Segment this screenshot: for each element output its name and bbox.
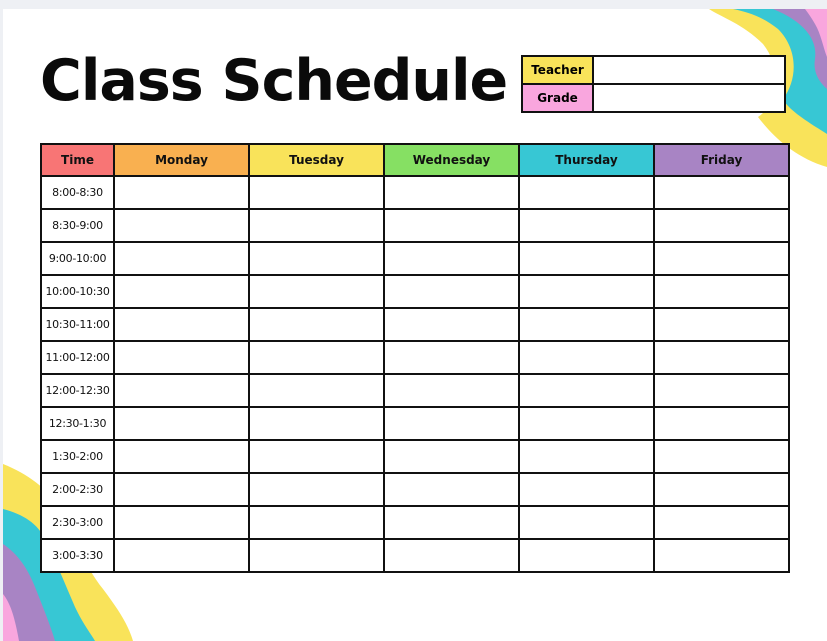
time-cell: 1:30-2:00 — [41, 440, 114, 473]
friday-cell[interactable] — [654, 539, 789, 572]
friday-cell[interactable] — [654, 506, 789, 539]
thursday-cell[interactable] — [519, 407, 654, 440]
wednesday-cell[interactable] — [384, 440, 519, 473]
grade-field[interactable] — [593, 84, 785, 112]
table-row — [41, 506, 789, 539]
thursday-cell[interactable] — [519, 473, 654, 506]
friday-cell[interactable] — [654, 176, 789, 209]
monday-cell[interactable] — [114, 374, 249, 407]
thursday-cell[interactable] — [519, 539, 654, 572]
thursday-cell[interactable] — [519, 374, 654, 407]
table-row — [41, 407, 789, 440]
wednesday-cell[interactable] — [384, 407, 519, 440]
monday-cell[interactable] — [114, 308, 249, 341]
table-row — [41, 539, 789, 572]
thursday-cell[interactable] — [519, 176, 654, 209]
wednesday-cell[interactable] — [384, 275, 519, 308]
thursday-cell[interactable] — [519, 242, 654, 275]
monday-cell[interactable] — [114, 506, 249, 539]
table-row — [41, 176, 789, 209]
monday-cell[interactable] — [114, 440, 249, 473]
time-cell: 8:00-8:30 — [41, 176, 114, 209]
tuesday-cell[interactable] — [249, 506, 384, 539]
time-cell: 12:00-12:30 — [41, 374, 114, 407]
monday-cell[interactable] — [114, 176, 249, 209]
friday-cell[interactable] — [654, 341, 789, 374]
thursday-cell[interactable] — [519, 440, 654, 473]
grade-row — [522, 84, 785, 112]
tuesday-cell[interactable] — [249, 209, 384, 242]
table-row — [41, 374, 789, 407]
tuesday-cell[interactable] — [249, 407, 384, 440]
tuesday-cell[interactable] — [249, 275, 384, 308]
time-cell: 12:30-1:30 — [41, 407, 114, 440]
tuesday-cell[interactable] — [249, 308, 384, 341]
friday-cell[interactable] — [654, 374, 789, 407]
info-table — [521, 55, 786, 113]
monday-cell[interactable] — [114, 341, 249, 374]
wednesday-cell[interactable] — [384, 242, 519, 275]
tuesday-cell[interactable] — [249, 539, 384, 572]
grade-label: Grade — [522, 84, 593, 112]
header-tuesday: Tuesday — [249, 144, 384, 176]
thursday-cell[interactable] — [519, 308, 654, 341]
time-cell: 10:00-10:30 — [41, 275, 114, 308]
friday-cell[interactable] — [654, 275, 789, 308]
friday-cell[interactable] — [654, 473, 789, 506]
header-thursday: Thursday — [519, 144, 654, 176]
tuesday-cell[interactable] — [249, 473, 384, 506]
thursday-cell[interactable] — [519, 275, 654, 308]
tuesday-cell[interactable] — [249, 341, 384, 374]
tuesday-cell[interactable] — [249, 374, 384, 407]
friday-cell[interactable] — [654, 308, 789, 341]
time-cell: 3:00-3:30 — [41, 539, 114, 572]
monday-cell[interactable] — [114, 275, 249, 308]
time-cell: 10:30-11:00 — [41, 308, 114, 341]
monday-cell[interactable] — [114, 539, 249, 572]
wednesday-cell[interactable] — [384, 209, 519, 242]
teacher-label: Teacher — [522, 56, 593, 84]
table-row — [41, 275, 789, 308]
page-title: Class Schedule — [40, 48, 508, 114]
table-row — [41, 473, 789, 506]
monday-cell[interactable] — [114, 473, 249, 506]
monday-cell[interactable] — [114, 242, 249, 275]
header-time: Time — [41, 144, 114, 176]
tuesday-cell[interactable] — [249, 242, 384, 275]
header-row — [41, 144, 789, 176]
friday-cell[interactable] — [654, 209, 789, 242]
wednesday-cell[interactable] — [384, 341, 519, 374]
header-wednesday: Wednesday — [384, 144, 519, 176]
table-row — [41, 209, 789, 242]
wednesday-cell[interactable] — [384, 308, 519, 341]
monday-cell[interactable] — [114, 407, 249, 440]
table-row — [41, 242, 789, 275]
table-row — [41, 341, 789, 374]
schedule-page — [3, 9, 827, 641]
thursday-cell[interactable] — [519, 209, 654, 242]
tuesday-cell[interactable] — [249, 440, 384, 473]
friday-cell[interactable] — [654, 242, 789, 275]
monday-cell[interactable] — [114, 209, 249, 242]
wednesday-cell[interactable] — [384, 176, 519, 209]
thursday-cell[interactable] — [519, 506, 654, 539]
header-friday: Friday — [654, 144, 789, 176]
header-monday: Monday — [114, 144, 249, 176]
tuesday-cell[interactable] — [249, 176, 384, 209]
wednesday-cell[interactable] — [384, 506, 519, 539]
wednesday-cell[interactable] — [384, 473, 519, 506]
thursday-cell[interactable] — [519, 341, 654, 374]
time-cell: 8:30-9:00 — [41, 209, 114, 242]
time-cell: 2:00-2:30 — [41, 473, 114, 506]
friday-cell[interactable] — [654, 440, 789, 473]
table-row — [41, 308, 789, 341]
time-cell: 11:00-12:00 — [41, 341, 114, 374]
schedule-table — [40, 143, 790, 573]
wednesday-cell[interactable] — [384, 539, 519, 572]
teacher-row — [522, 56, 785, 84]
time-cell: 9:00-10:00 — [41, 242, 114, 275]
teacher-field[interactable] — [593, 56, 785, 84]
table-row — [41, 440, 789, 473]
friday-cell[interactable] — [654, 407, 789, 440]
schedule-body — [41, 176, 789, 572]
time-cell: 2:30-3:00 — [41, 506, 114, 539]
wednesday-cell[interactable] — [384, 374, 519, 407]
